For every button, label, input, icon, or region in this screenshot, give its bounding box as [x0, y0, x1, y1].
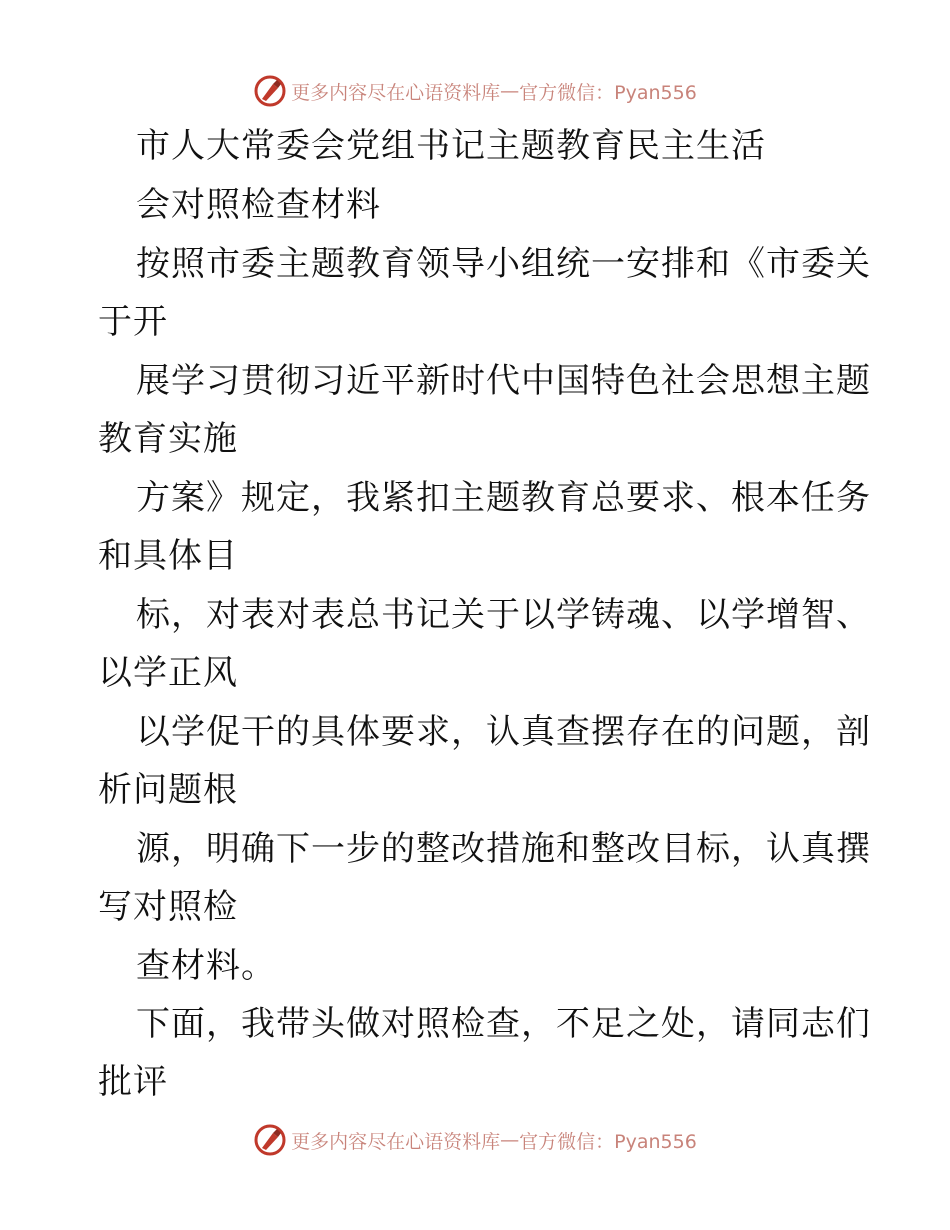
pen-nib-circle-icon	[253, 1123, 287, 1157]
watermark-brand: 更多内容尽在心语资料库	[291, 1130, 501, 1153]
paragraph-line: 教育实施	[98, 419, 238, 459]
paragraph-line: 写对照检	[98, 887, 238, 927]
paragraph-line: 下面，我带头做对照检查，不足之处，请同志们	[136, 1004, 871, 1044]
document-title-line-1: 市人大常委会党组书记主题教育民主生活	[136, 126, 766, 166]
paragraph-line: 源，明确下一步的整改措施和整改目标，认真撰	[136, 829, 871, 869]
watermark-wechat: 官方微信：Pyan556	[519, 81, 697, 104]
paragraph-line: 按照市委主题教育领导小组统一安排和《市委关	[136, 244, 871, 284]
document-title-line-2: 会对照检查材料	[136, 185, 381, 225]
watermark-brand: 更多内容尽在心语资料库	[291, 81, 501, 104]
paragraph-line: 析问题根	[98, 770, 238, 810]
paragraph-line: 方案》规定，我紧扣主题教育总要求、根本任务	[136, 478, 871, 518]
watermark-dash: —	[500, 1129, 520, 1151]
paragraph-line: 以学促干的具体要求，认真查摆存在的问题，剖	[136, 712, 871, 752]
pen-nib-circle-icon	[253, 74, 287, 108]
paragraph-line: 于开	[98, 302, 168, 342]
paragraph-line: 批评	[98, 1062, 168, 1102]
footer-watermark	[0, 1120, 950, 1160]
paragraph-line: 以学正风	[98, 653, 238, 693]
paragraph-line: 查材料。	[136, 946, 276, 986]
header-watermark	[0, 71, 950, 111]
paragraph-line: 标，对表对表总书记关于以学铸魂、以学增智、	[136, 595, 871, 635]
paragraph-line: 展学习贯彻习近平新时代中国特色社会思想主题	[136, 361, 871, 401]
paragraph-line: 和具体目	[98, 536, 238, 576]
watermark-dash: —	[500, 80, 520, 102]
watermark-wechat: 官方微信：Pyan556	[519, 1130, 697, 1153]
